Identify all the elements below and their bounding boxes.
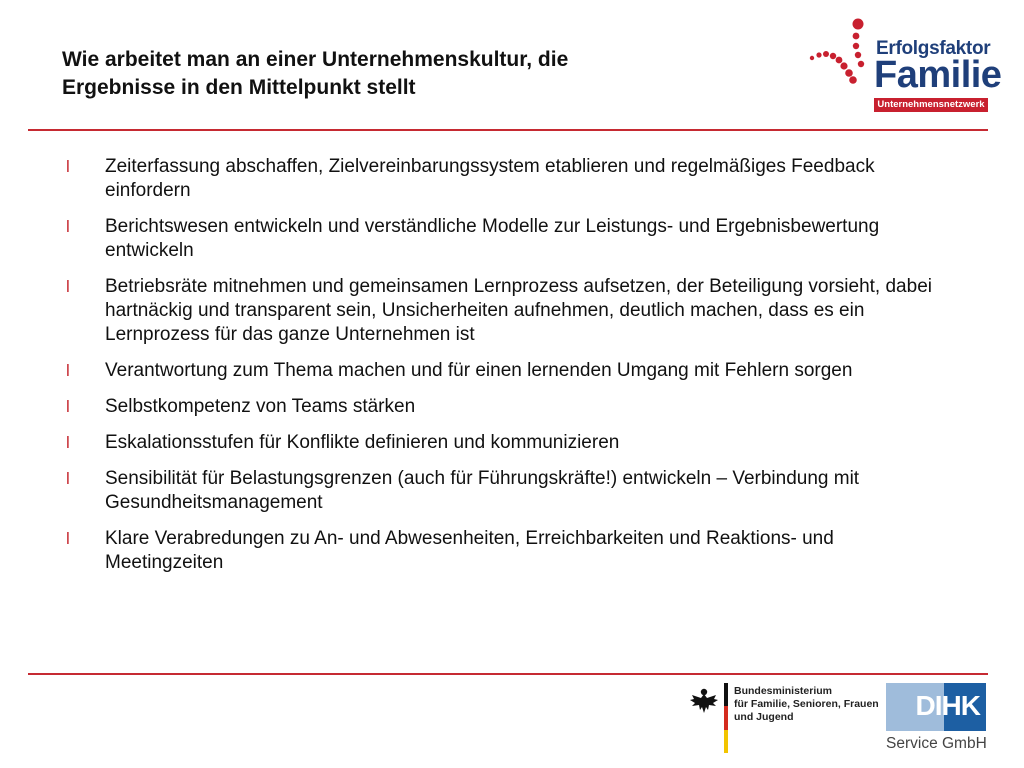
ministry-line-1: Bundesministerium <box>734 685 833 697</box>
logo-word-familie: Familie <box>874 54 1002 96</box>
dihk-box <box>886 683 986 731</box>
bullet-marker: l <box>66 217 70 236</box>
federal-eagle-icon <box>688 685 720 717</box>
bullet-marker: l <box>66 469 70 488</box>
top-divider <box>28 129 988 131</box>
bullet-text: Betriebsräte mitnehmen und gemeinsamen Lernprozess aufsetzen, der Beteiligung vorsieht, dabei hartnäckig und transparent sein, Unsicherheiten aufnehmen, deutlich machen, dass es ein Lernprozess für das ganze Unternehmen ist <box>105 276 932 345</box>
ministry-line-3: und Jugend <box>734 711 794 723</box>
bullet-item <box>62 275 952 347</box>
bullet-marker: l <box>66 361 70 380</box>
slide-title-line-1: Wie arbeitet man an einer Unternehmenskultur, die <box>62 48 569 71</box>
bullet-text: Eskalationsstufen für Konflikte definieren und kommunizieren <box>105 432 620 453</box>
bullet-marker: l <box>66 433 70 452</box>
bullet-text: Klare Verabredungen zu An- und Abwesenheiten, Erreichbarkeiten und Reaktions- und Meetingzeiten <box>105 528 834 573</box>
bottom-divider <box>28 673 988 675</box>
dihk-service-label: Service GmbH <box>886 735 987 752</box>
bullet-text: Zeiterfassung abschaffen, Zielvereinbarungssystem etablieren und regelmäßiges Feedback einfordern <box>105 156 875 201</box>
bullet-marker: l <box>66 157 70 176</box>
german-flag-stripe <box>724 683 728 753</box>
logo-word-erfolgsfaktor: Erfolgsfaktor <box>876 38 991 59</box>
bullet-text: Sensibilität für Belastungsgrenzen (auch für Führungskräfte!) entwickeln – Verbindung mit Gesundheitsmanagement <box>105 468 860 513</box>
bullet-text: Berichtswesen entwickeln und verständliche Modelle zur Leistungs- und Ergebnisbewertung entwickeln <box>105 216 880 261</box>
slide-title <box>62 46 762 102</box>
erfolgsfaktor-familie-logo <box>806 12 1002 116</box>
bullet-list <box>62 155 952 587</box>
bullet-item <box>62 431 952 455</box>
logo-band-unternehmensnetzwerk: Unternehmensnetzwerk <box>874 98 988 112</box>
bullet-item <box>62 215 952 263</box>
bullet-text: Selbstkompetenz von Teams stärken <box>105 396 416 417</box>
bullet-item <box>62 467 952 515</box>
slide-title-line-2: Ergebnisse in den Mittelpunkt stellt <box>62 76 416 99</box>
dots-figure-icon <box>806 12 876 92</box>
ministry-line-2: für Familie, Senioren, Frauen <box>734 698 879 710</box>
bullet-item <box>62 359 952 383</box>
bullet-item <box>62 527 952 575</box>
bullet-item <box>62 155 952 203</box>
bullet-item <box>62 395 952 419</box>
ministry-logo <box>688 683 888 755</box>
ministry-name <box>734 685 879 724</box>
dihk-box-text: DIHK <box>915 690 980 721</box>
bullet-marker: l <box>66 529 70 548</box>
bullet-marker: l <box>66 397 70 416</box>
bullet-text: Verantwortung zum Thema machen und für einen lernenden Umgang mit Fehlern sorgen <box>105 360 853 381</box>
bullet-marker: l <box>66 277 70 296</box>
dihk-logo <box>886 683 988 759</box>
